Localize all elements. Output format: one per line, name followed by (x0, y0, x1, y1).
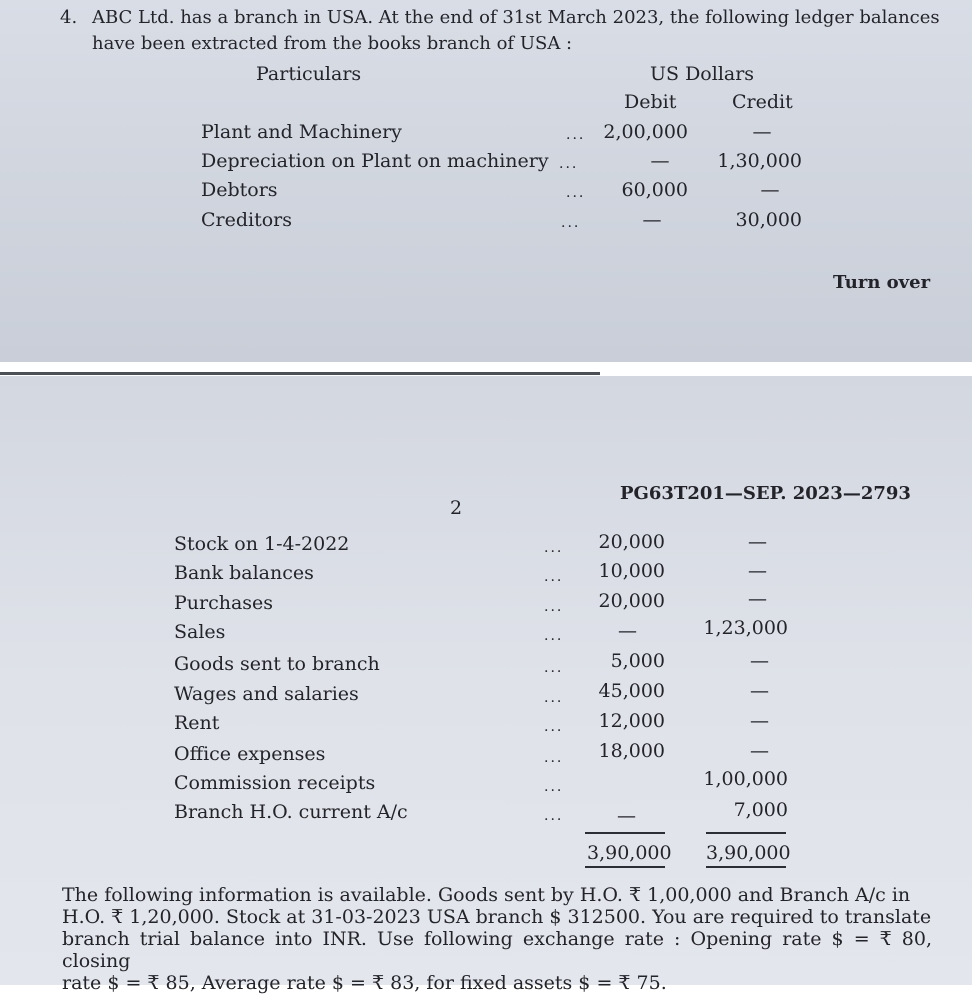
debit-value: 10,000 (598, 560, 665, 582)
credit-value: 1,23,000 (703, 617, 788, 639)
row-label: Bank balances (174, 562, 314, 584)
total-rule-debit (585, 832, 665, 834)
leader-dots: ... (544, 660, 564, 676)
debit-value: — (650, 150, 670, 172)
credit-value: — (750, 650, 769, 672)
debit-value: 2,00,000 (603, 121, 688, 143)
total-underline-debit (585, 866, 665, 868)
header-particulars: Particulars (256, 63, 362, 85)
credit-value: — (750, 680, 769, 702)
credit-value: — (760, 179, 780, 201)
debit-value: 20,000 (598, 590, 665, 612)
page-edge-shadow (0, 372, 600, 375)
total-underline-credit (706, 866, 786, 868)
total-rule-credit (706, 832, 786, 834)
leader-dots: ... (566, 127, 586, 143)
row-label: Creditors (201, 209, 293, 231)
leader-dots: ... (544, 750, 564, 766)
credit-value: — (748, 588, 767, 610)
total-credit: 3,90,000 (706, 842, 791, 864)
leader-dots: ... (561, 215, 581, 231)
row-label: Branch H.O. current A/c (174, 801, 408, 823)
credit-value: 30,000 (735, 209, 802, 231)
debit-value: — (618, 620, 637, 642)
info-line-2: H.O. ₹ 1,20,000. Stock at 31-03-2023 USA branch $ 312500. You are required to translate (62, 906, 932, 928)
leader-dots: ... (544, 719, 564, 735)
row-label: Rent (174, 712, 220, 734)
row-label: Commission receipts (174, 772, 376, 794)
row-label: Goods sent to branch (174, 653, 380, 675)
row-label: Purchases (174, 592, 274, 614)
credit-value: 1,00,000 (703, 768, 788, 790)
leader-dots: ... (544, 599, 564, 615)
row-label: Stock on 1-4-2022 (174, 533, 350, 555)
debit-value: 60,000 (621, 179, 688, 201)
leader-dots: ... (544, 690, 564, 706)
header-us-dollars: US Dollars (650, 63, 755, 85)
info-line-1: The following information is available. Goods sent by H.O. ₹ 1,00,000 and Branch A/c in (62, 884, 911, 906)
debit-value: — (617, 805, 636, 827)
credit-value: — (752, 121, 772, 143)
credit-value: — (750, 740, 769, 762)
page-number: 2 (450, 497, 463, 519)
row-label: Wages and salaries (174, 683, 359, 705)
info-line-3: branch trial balance into INR. Use following exchange rate : Opening rate $ = ₹ 80, closing (62, 928, 932, 972)
credit-value: — (750, 710, 769, 732)
leader-dots: ... (544, 628, 564, 644)
debit-value: 45,000 (598, 680, 665, 702)
debit-value: 5,000 (610, 650, 665, 672)
header-debit: Debit (624, 91, 677, 113)
question-line-1: ABC Ltd. has a branch in USA. At the end of 31st March 2023, the following ledger balances (92, 7, 940, 28)
header-credit: Credit (732, 91, 793, 113)
leader-dots: ... (544, 808, 564, 824)
question-line-2: have been extracted from the books branch of USA : (92, 33, 573, 54)
row-label: Debtors (201, 179, 278, 201)
leader-dots: ... (559, 156, 579, 172)
credit-value: — (748, 531, 767, 553)
debit-value: 18,000 (598, 740, 665, 762)
leader-dots: ... (544, 569, 564, 585)
credit-value: 7,000 (733, 799, 788, 821)
page-photo-top (0, 0, 972, 362)
row-label: Sales (174, 621, 226, 643)
row-label: Plant and Machinery (201, 121, 402, 143)
debit-value: 20,000 (598, 531, 665, 553)
leader-dots: ... (544, 540, 564, 556)
question-number: 4. (60, 7, 78, 28)
row-label: Depreciation on Plant on machinery (201, 150, 549, 172)
leader-dots: ... (566, 185, 586, 201)
information-paragraph (62, 884, 932, 994)
debit-value: 12,000 (598, 710, 665, 732)
row-label: Office expenses (174, 743, 326, 765)
total-debit: 3,90,000 (587, 842, 672, 864)
page-code: PG63T201—SEP. 2023—2793 (620, 483, 911, 504)
debit-value: — (642, 209, 662, 231)
info-line-4: rate $ = ₹ 85, Average rate $ = ₹ 83, for fixed assets $ = ₹ 75. (62, 972, 667, 994)
leader-dots: ... (544, 779, 564, 795)
turn-over-label: Turn over (833, 272, 931, 293)
credit-value: 1,30,000 (717, 150, 802, 172)
credit-value: — (748, 560, 767, 582)
